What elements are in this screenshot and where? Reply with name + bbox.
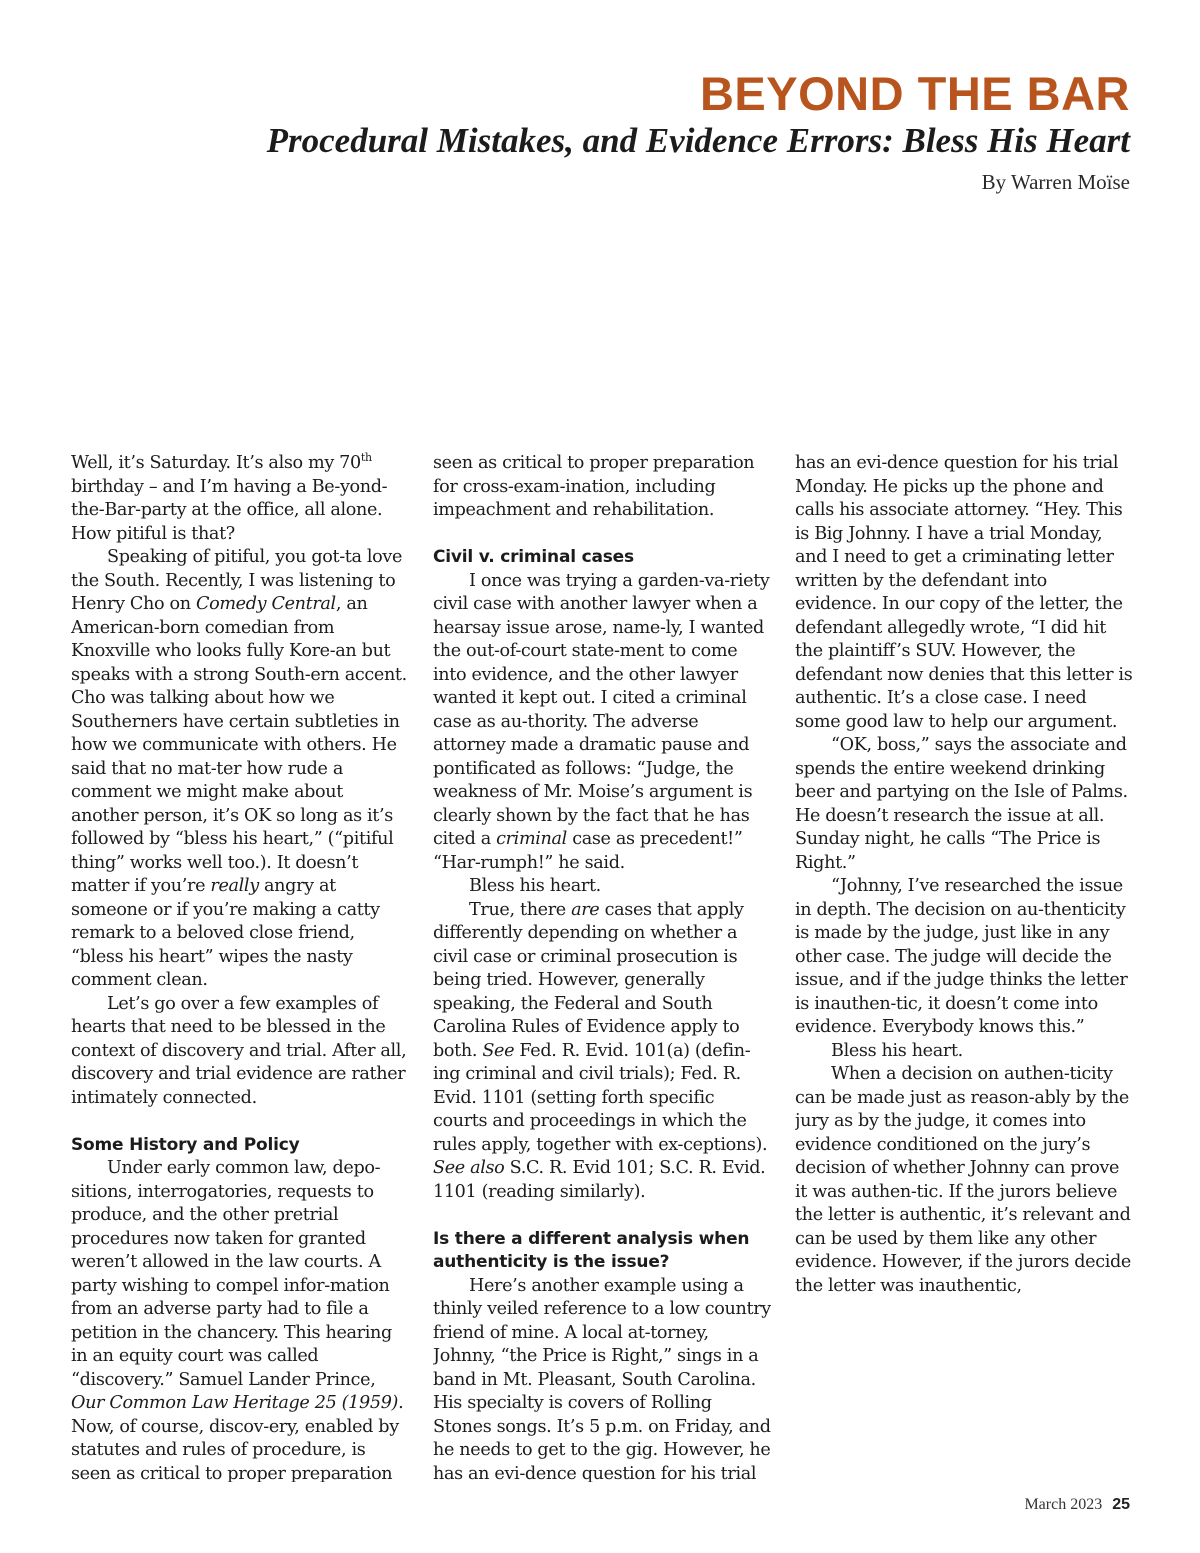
text-column-1: [71, 452, 409, 1482]
paragraph: Speaking of pitiful, you got-ta love the South. Recently, I was listening to Henry Cho on Comedy Central, an American-born comedian from Knoxville who looks fully Kore-an but speaks with a strong South-ern accent. Cho was talking about how we Southerners have certain subtleties in how we communicate with others. He said that no mat-ter how rude a comment we might make about another person, it’s OK so long as it’s followed by “bless his heart,” (“pitiful thing” works well too.). It doesn’t matter if you’re really angry at someone or if you’re making a catty remark to a beloved close friend, “bless his heart” wipes the nasty comment clean.: [71, 547, 407, 990]
paragraph: Well, it’s Saturday. It’s also my 70th birthday – and I’m having a Be-yond-the-Bar-party at the office, all alone. How pitiful is that?: [71, 452, 388, 544]
paragraph: Let’s go over a few examples of hearts that need to be blessed in the context of discovery and trial. After all, discovery and trial evidence are rather intimately connected.: [71, 993, 407, 1108]
text-column-2: [433, 452, 771, 1482]
section-heading: Civil v. criminal cases: [433, 547, 634, 567]
byline: By Warren Moïse: [981, 170, 1130, 194]
section-heading: Some History and Policy: [71, 1134, 300, 1155]
paragraph: “OK, boss,” says the associate and spends the entire weekend drinking beer and partying on the Isle of Palms. He doesn’t research the issue at all. Sunday night, he calls “The Price is Right.”: [795, 735, 1128, 873]
article-body: [71, 452, 1133, 1482]
paragraph: “Johnny, I’ve researched the issue in depth. The decision on au-thenticity is made by the judge, just like in any other case. The judge will decide the issue, and if the judge thinks the letter is inauthen-tic, it doesn’t come into evidence. Everybody knows this.”: [795, 876, 1128, 1037]
section-title: BEYOND THE BAR: [699, 67, 1130, 120]
issue-date: March 2023: [1024, 1496, 1103, 1513]
paragraph-continued: has an evi-dence question for his trial Monday. He picks up the phone and calls his associate attorney. “Hey. This is Big Johnny. I have a trial Monday, and I need to get a criminating letter written by the defendant into evidence. In our copy of the letter, the defendant allegedly wrote, “I did hit the plaintiff’s SUV. However, the defendant now denies that this letter is authentic. It’s a close case. I need some good law to help our argument.: [795, 453, 1133, 732]
page-number: 25: [1112, 1496, 1130, 1513]
paragraph: I once was trying a garden-va-riety civil case with another lawyer when a hearsay issue arose, name-ly, I wanted the out-of-court state-ment to come into evidence, and the other lawyer wanted it kept out. I cited a criminal case as au-thority. The adverse attorney made a dramatic pause and pontificated as follows: “Judge, the weakness of Mr. Moise’s argument is clearly shown by the fact that he has cited a criminal case as precedent!” “Har-rumph!” he said.: [433, 570, 770, 873]
paragraph: Under early common law, depo-sitions, interrogatories, requests to produce, and the other pretrial procedures now taken for granted weren’t allowed in the law courts. A party wishing to compel infor-mation from an adverse party had to file a petition in the chancery. This hearing in an equity court was called “discovery.” Samuel Lander Prince, Our Common Law Heritage 25 (1959). Now, of course, discov-ery, enabled by statutes and rules of procedure, is seen as critical to proper preparation: [71, 1158, 404, 1482]
section-heading: Is there a different analysis when authenticity is the issue?: [433, 1228, 750, 1272]
paragraph-continued: seen as critical to proper preparation for cross-exam-ination, including impeachment and rehabilitation.: [433, 453, 755, 520]
paragraph: Here’s another example using a thinly veiled reference to a low country friend of mine. A local at-torney, Johnny, “the Price is Right,” sings in a band in Mt. Pleasant, South Carolina. His specialty is covers of Rolling Stones songs. It’s 5 p.m. on Friday, and he needs to get to the gig. However, he has an evi-dence question for his trial: [433, 1275, 771, 1482]
paragraph: True, there are cases that apply differently depending on whether a civil case or criminal prosecution is being tried. However, generally speaking, the Federal and South Carolina Rules of Evidence apply to both. See Fed. R. Evid. 101(a) (defin-ing criminal and civil trials); Fed. R. Evid. 1101 (setting forth specific courts and proceedings in which the rules apply, together with ex-ceptions). See also S.C. R. Evid 101; S.C. R. Evid. 1101 (reading similarly).: [433, 899, 768, 1202]
article-subtitle: Procedural Mistakes, and Evidence Errors: Bless His Heart: [266, 121, 1130, 160]
paragraph: Bless his heart.: [469, 876, 601, 896]
paragraph: Bless his heart.: [831, 1040, 963, 1061]
text-column-3: [795, 452, 1133, 1482]
paragraph: When a decision on authen-ticity can be made just as reason-ably by the jury as by the judge, it comes into evidence conditioned on the jury’s decision of whether Johnny can prove it was authen-tic. If the jurors believe the letter is authentic, it’s relevant and can be used by them like any other evidence. However, if the jurors decide the letter was inauthentic,: [795, 1064, 1131, 1296]
page-footer: [1024, 1496, 1130, 1514]
